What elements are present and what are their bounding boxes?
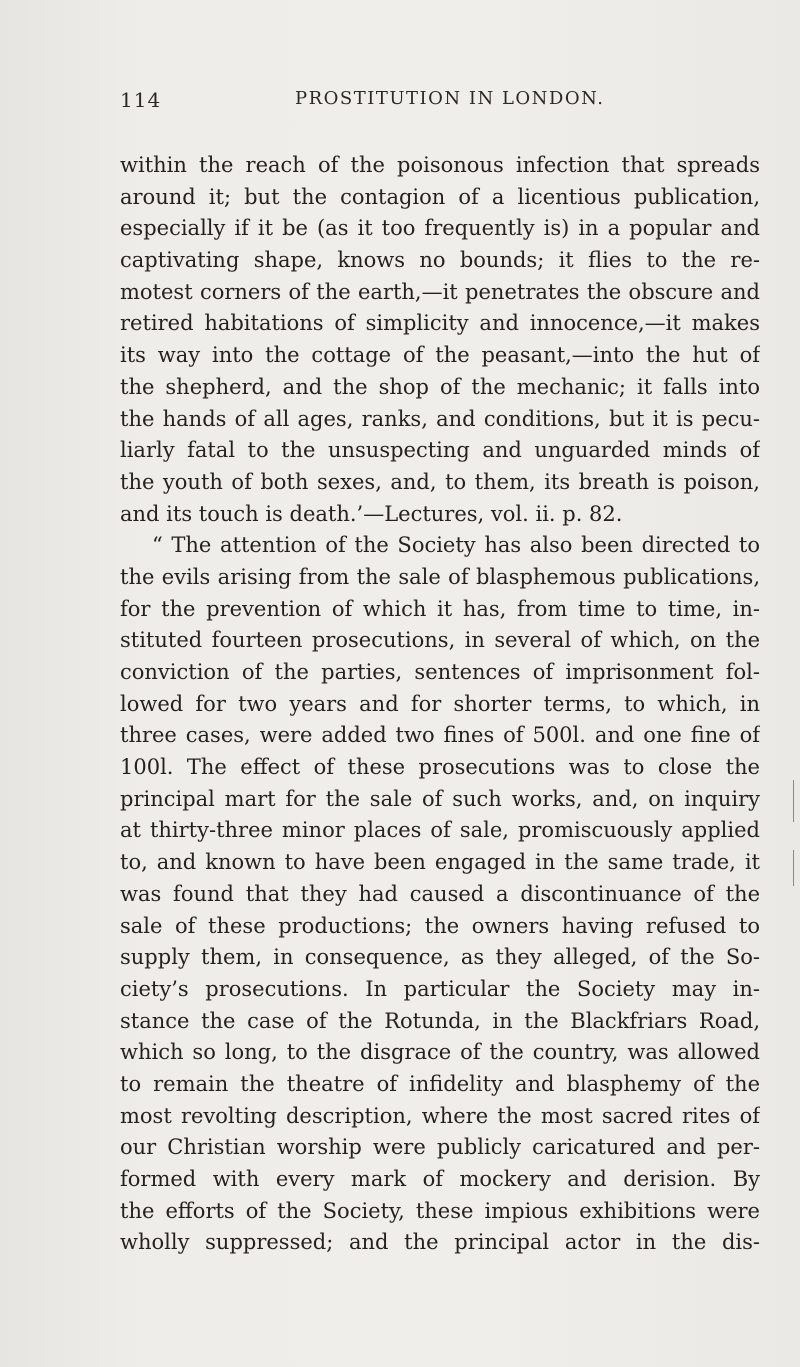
text-line: to remain the theatre of infidelity and blasphemy of the [120, 1071, 760, 1096]
text-line: its way into the cottage of the peasant,—into the hut of [120, 343, 760, 368]
text-line: the evils arising from the sale of blasphemous publications, [120, 564, 760, 589]
text-line: captivating shape, knows no bounds; it flies to the re- [120, 248, 760, 273]
running-head: PROSTITUTION IN LONDON. [295, 88, 605, 109]
text-line: around it; but the contagion of a licentious publication, [120, 184, 760, 209]
citation-line: and its touch is death.’—Lectures, vol. ii. p. 82. [120, 501, 623, 526]
text-line: especially if it be (as it too frequently is) in a popular and [120, 216, 760, 241]
text-line: which so long, to the disgrace of the country, was allowed [120, 1040, 760, 1065]
text-line: stance the case of the Rotunda, in the Blackfriars Road, [120, 1008, 760, 1033]
text-line: most revolting description, where the most sacred rites of [120, 1103, 760, 1128]
text-line: 100l. The effect of these prosecutions was to close the [120, 755, 760, 780]
text-line: principal mart for the sale of such works, and, on inquiry [120, 786, 760, 811]
binding-edge-mark [793, 850, 794, 886]
text-line: the efforts of the Society, these impious exhibitions were [120, 1198, 760, 1223]
text-line: the youth of both sexes, and, to them, its breath is poison, [120, 469, 760, 494]
text-line: motest corners of the earth,—it penetrates the obscure and [120, 279, 760, 304]
text-line: conviction of the parties, sentences of imprisonment fol- [120, 660, 760, 684]
text-line: liarly fatal to the unsuspecting and unguarded minds of [120, 438, 760, 463]
text-line: the hands of all ages, ranks, and conditions, but it is pecu- [120, 406, 760, 431]
text-line: three cases, were added two fines of 500l. and one fine of [120, 723, 760, 748]
text-line: ciety’s prosecutions. In particular the Society may in- [120, 976, 760, 1001]
text-line: to, and known to have been engaged in the same trade, it [120, 850, 760, 875]
text-line: within the reach of the poisonous infection that spreads [120, 153, 760, 177]
text-line: formed with every mark of mockery and derision. By [120, 1167, 760, 1191]
text-line: for the prevention of which it has, from time to time, in- [120, 596, 760, 621]
text-line: stituted fourteen prosecutions, in several of which, on the [120, 628, 760, 653]
text-line: our Christian worship were publicly caricatured and per- [120, 1135, 760, 1160]
text-line: supply them, in consequence, as they alleged, of the So- [120, 945, 760, 970]
text-line: wholly suppressed; and the principal actor in the dis- [120, 1230, 760, 1255]
text-line: at thirty-three minor places of sale, promiscuously applied [120, 818, 760, 843]
text-line: the shepherd, and the shop of the mechanic; it falls into [120, 374, 760, 399]
text-line: lowed for two years and for shorter terms, to which, in [120, 691, 760, 716]
body-text [120, 150, 760, 1259]
text-line: retired habitations of simplicity and innocence,—it makes [120, 311, 760, 336]
paragraph-start-line: “ The attention of the Society has also been directed to [152, 533, 760, 558]
binding-edge-mark [793, 780, 794, 822]
text-line: sale of these productions; the owners having refused to [120, 913, 760, 938]
page-header [120, 88, 760, 122]
page-number: 114 [120, 88, 162, 112]
text-line: was found that they had caused a discontinuance of the [120, 881, 760, 906]
